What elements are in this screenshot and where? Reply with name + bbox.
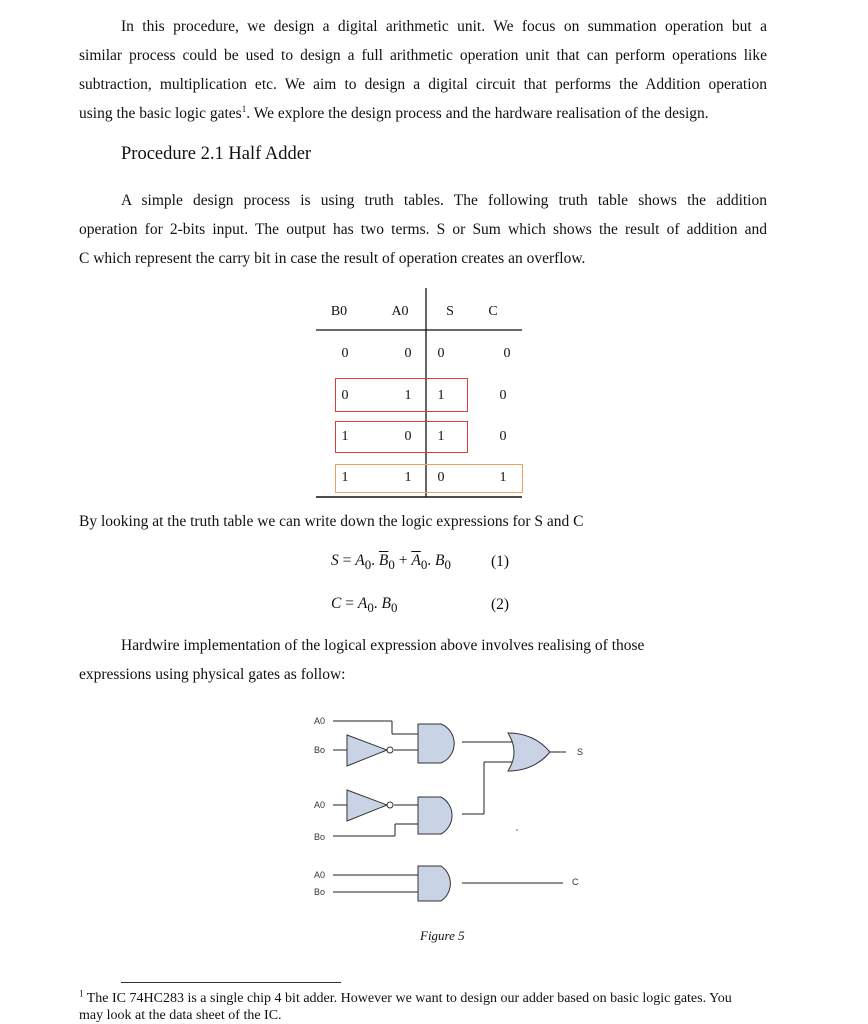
input-label-bo: Bo bbox=[314, 887, 326, 897]
intro-line-2: similar process could be used to design a full arithmetic operation unit that can perform operations like bbox=[79, 47, 767, 64]
and-gate-icon bbox=[418, 724, 454, 763]
truth-line-1: A simple design process is using truth tables. The following truth table shows the addition bbox=[121, 192, 767, 209]
output-label-s: S bbox=[577, 747, 584, 757]
equation-number-1: (1) bbox=[491, 553, 510, 570]
output-label-c: C bbox=[572, 877, 579, 887]
header-c: C bbox=[488, 304, 498, 319]
header-s: S bbox=[446, 304, 454, 319]
table-cell: 0 bbox=[503, 346, 511, 361]
truth-line-3: C which represent the carry bit in case the result of operation creates an overflow. bbox=[79, 250, 586, 267]
footnote-mark: 1 bbox=[79, 988, 84, 999]
table-cell: 0 bbox=[437, 470, 445, 485]
not-gate-icon bbox=[347, 790, 387, 821]
inversion-bubble-icon bbox=[387, 802, 393, 808]
footnote-ref[interactable]: 1 bbox=[241, 103, 247, 114]
inversion-bubble-icon bbox=[387, 747, 393, 753]
input-label-bo: Bo bbox=[314, 745, 326, 755]
hardwire-line-2: expressions using physical gates as follow: bbox=[79, 666, 346, 683]
header-b0: B0 bbox=[330, 304, 348, 319]
table-cell: 0 bbox=[404, 429, 412, 444]
footnote-text: The IC 74HC283 is a single chip 4 bit adder. However we want to design our adder based on basic logic gates. You may look at the data sheet of the IC. bbox=[79, 991, 732, 1023]
figure-caption: Figure 5 bbox=[420, 928, 465, 943]
input-label-a0: A0 bbox=[314, 800, 326, 810]
intro-line-3: subtraction, multiplication etc. We aim to design a digital circuit that performs the Addition operation bbox=[79, 76, 767, 93]
table-cell: 0 bbox=[499, 388, 507, 403]
not-gate-icon bbox=[347, 735, 387, 766]
equation-s: $S = A_0$. $\overline{B}_0 + \overline{A}_0$. $B_0$ bbox=[331, 552, 451, 573]
input-label-a0: A0 bbox=[314, 870, 326, 880]
input-label-a0: A0 bbox=[314, 716, 326, 726]
or-gate-icon bbox=[508, 733, 550, 771]
table-cell: 0 bbox=[437, 346, 445, 361]
intro-line-1: In this procedure, we design a digital arithmetic unit. We focus on summation operation but a bbox=[121, 18, 767, 35]
table-cell: 1 bbox=[341, 429, 349, 444]
table-cell: 1 bbox=[499, 470, 507, 485]
table-cell: 0 bbox=[341, 346, 349, 361]
and-gate-icon bbox=[418, 797, 452, 834]
input-label-bo: Bo bbox=[314, 832, 326, 842]
table-cell: 0 bbox=[499, 429, 507, 444]
and-gate-icon bbox=[418, 866, 450, 901]
truth-line-2: operation for 2-bits input. The output has two terms. S or Sum which shows the result of addition and bbox=[79, 221, 767, 238]
table-cell: 1 bbox=[437, 429, 445, 444]
hardwire-line-1: Hardwire implementation of the logical expression above involves realising of those bbox=[121, 637, 645, 654]
table-cell: 1 bbox=[404, 388, 412, 403]
table-cell: 1 bbox=[437, 388, 445, 403]
table-cell: 1 bbox=[341, 470, 349, 485]
section-heading: Procedure 2.1 Half Adder bbox=[121, 144, 312, 164]
equation-number-2: (2) bbox=[491, 596, 510, 613]
header-a0: A0 bbox=[391, 304, 409, 319]
footnote bbox=[79, 990, 739, 1024]
intro-line-4: using the basic logic gates$^1$. We explore the design process and the hardware realisation of the design. bbox=[79, 103, 709, 122]
table-cell: 0 bbox=[404, 346, 412, 361]
equation-c: $C = A_0$. $B_0$ bbox=[331, 595, 398, 616]
looking-text: By looking at the truth table we can write down the logic expressions for S and C bbox=[79, 513, 584, 530]
footnote-divider bbox=[121, 982, 341, 983]
table-cell: 0 bbox=[341, 388, 349, 403]
table-cell: 1 bbox=[404, 470, 412, 485]
